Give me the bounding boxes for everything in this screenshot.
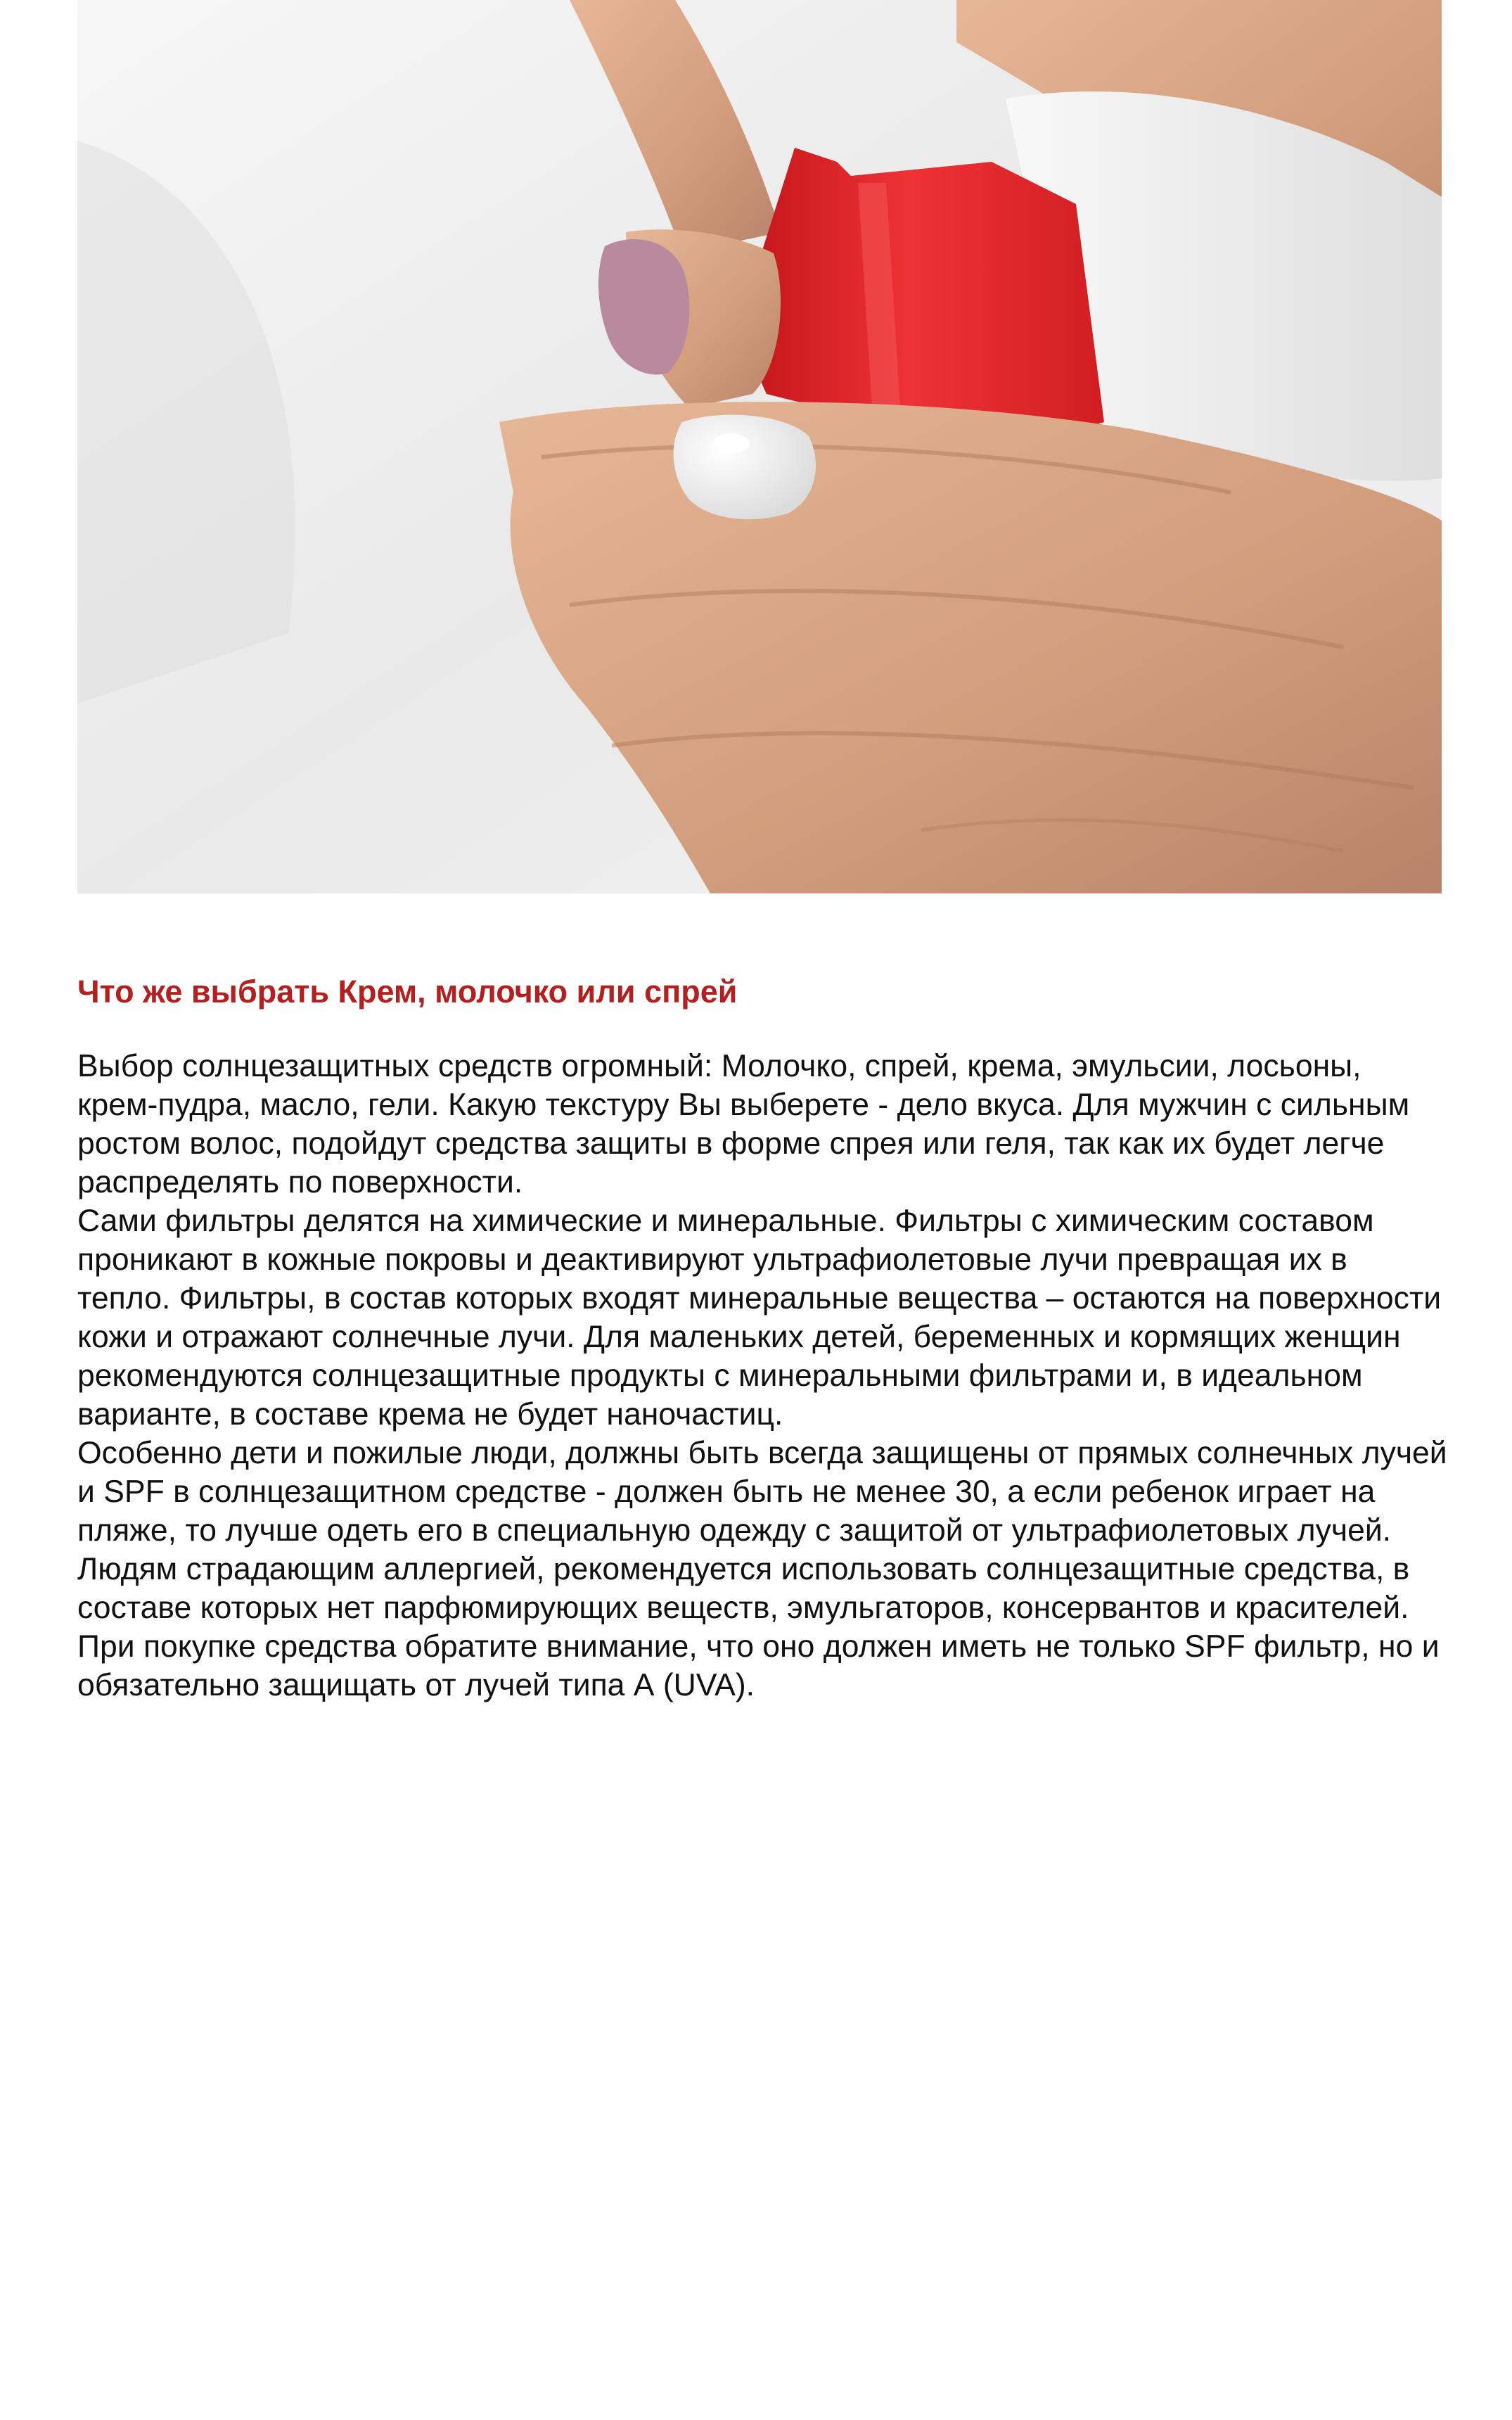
hero-image [77,0,1442,893]
article-paragraph: Людям страдающим аллергией, рекомендуется использовать солнцезащитные средства, в составе которых нет парфюмирующих веществ, эмульгаторов, консервантов и красителей. [77,1552,1410,1625]
hand-with-sunscreen-bottle-image [77,0,1442,893]
article-paragraph: Выбор солнцезащитных средств огромный: Молочко, спрей, крема, эмульсии, лосьоны, крем-пудра, масло, гели. Какую текстуру Вы выберете - дело вкуса. Для мужчин с сильным ростом волос, подойдут средства защиты в форме спрея или геля, так как их будет легче распределять по поверхности. [77,1049,1410,1199]
article-heading: Что же выбрать Крем, молочко или спрей [77,974,738,1010]
article-paragraph: Сами фильтры делятся на химические и минеральные. Фильтры с химическим составом проникают в кожные покровы и деактивируют ультрафиолетовые лучи превращая их в тепло. Фильтры, в состав которых входят минеральные вещества – остаются на поверхности кожи и отражают солнечные лучи. Для маленьких детей, беременных и кормящих женщин рекомендуются солнцезащитные продукты с минеральными фильтрами и, в идеальном варианте, в составе крема не будет наночастиц. [77,1204,1442,1432]
article-paragraph: Особенно дети и пожилые люди, должны быть всегда защищены от прямых солнечных лучей и SPF в солнцезащитном средстве - должен быть не менее 30, а если ребенок играет на пляже, то лучше одеть его в специальную одежду с защитой от ультрафиолетовых лучей. [77,1436,1447,1548]
article-paragraph: При покупке средства обратите внимание, что оно должен иметь не только SPF фильтр, но и обязательно защищать от лучей типа А (UVA). [77,1629,1440,1702]
article-body [77,1047,1449,1705]
